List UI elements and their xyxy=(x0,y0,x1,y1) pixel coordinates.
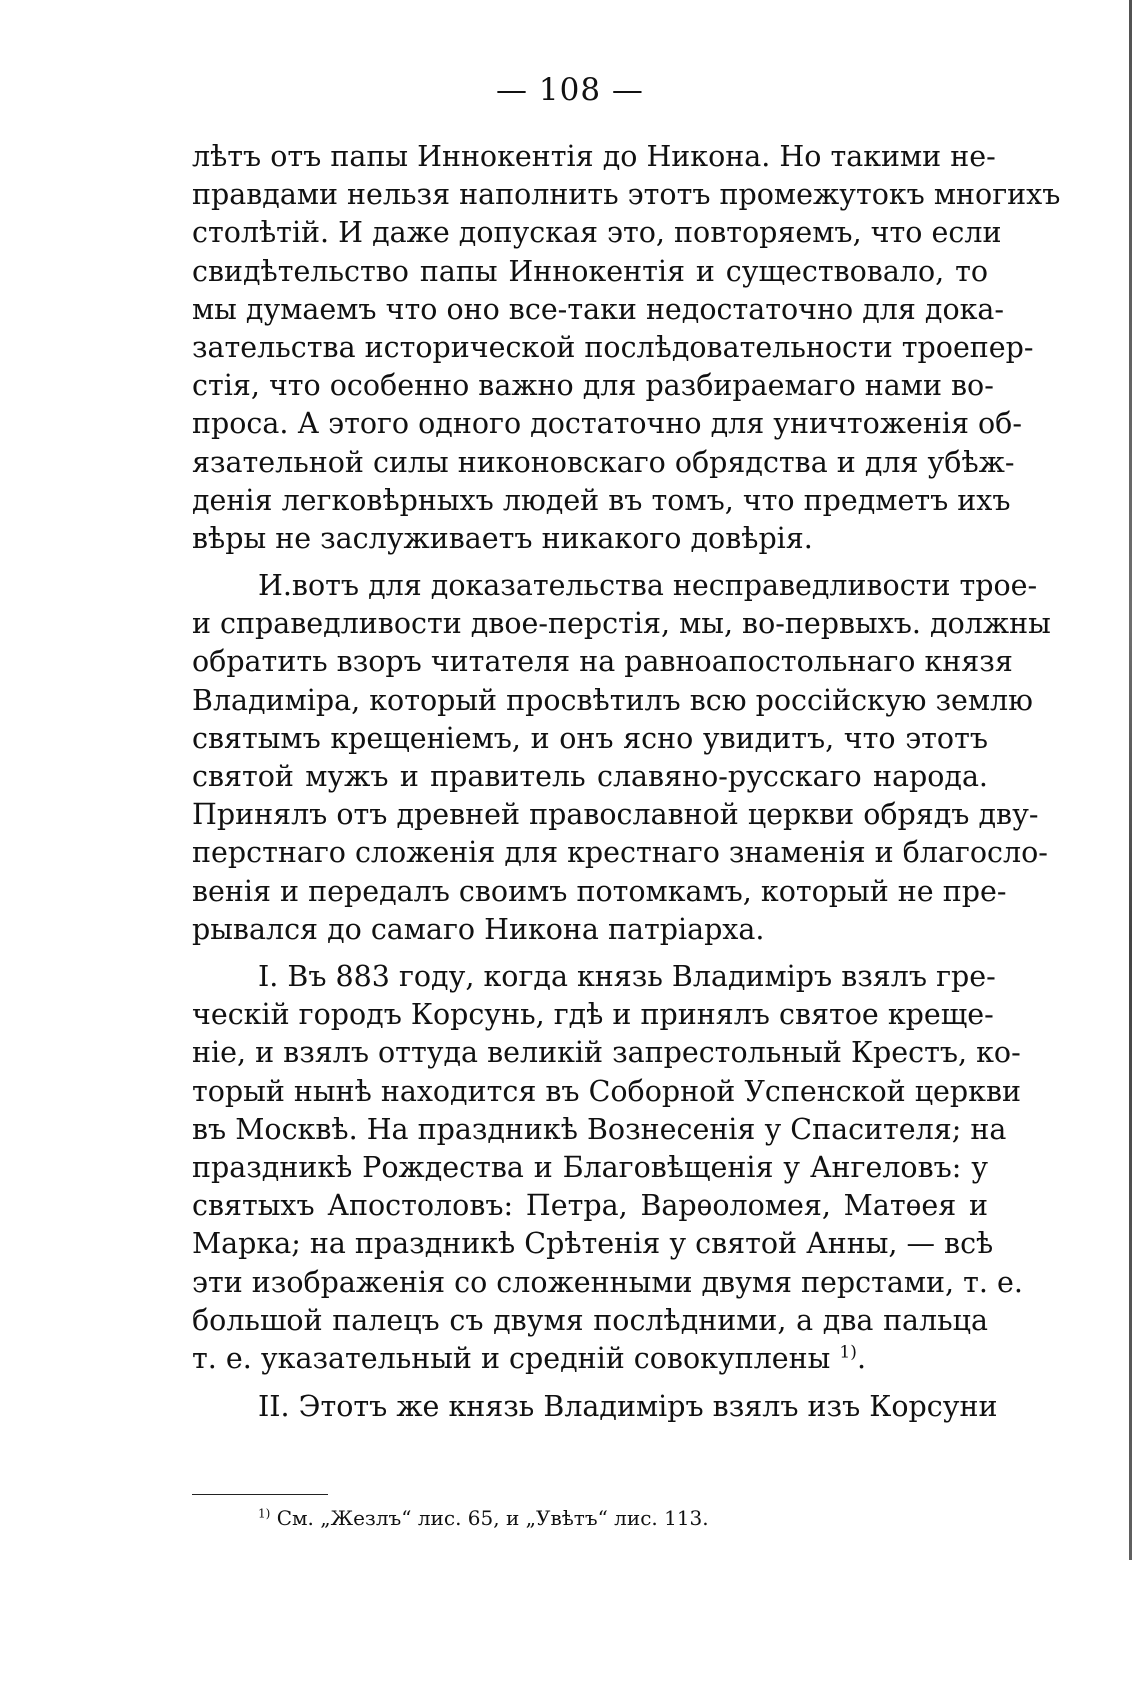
text-line: И.вотъ для доказательства несправедливости трое- xyxy=(258,569,1038,602)
text-line: ніе, и взялъ оттуда великій запрестольный Крестъ, ко- xyxy=(192,1036,1021,1070)
text-line: вѣры не заслуживаетъ никакого довѣрія. xyxy=(192,521,813,555)
text-line: I. Въ 883 году, когда князь Владиміръ взялъ гре- xyxy=(258,960,996,993)
text-line: Марка; на праздникѣ Срѣтенія у святой Анны, — всѣ xyxy=(192,1227,994,1261)
text-line: правдами нельзя наполнить этотъ промежутокъ многихъ xyxy=(192,178,1061,212)
paragraph-4 xyxy=(192,1388,998,1426)
paragraph-1 xyxy=(192,138,1061,558)
text-line: праздникѣ Рождества и Благовѣщенія у Ангеловъ: у xyxy=(192,1150,988,1184)
text-line: стія, что особенно важно для разбираемаго нами во- xyxy=(192,369,994,403)
trailing-punctuation: . xyxy=(856,1341,867,1375)
paragraph-2 xyxy=(192,567,1051,949)
text-line: ческій городъ Корсунь, гдѣ и принялъ святое креще- xyxy=(192,998,994,1032)
footnote-divider xyxy=(192,1494,328,1495)
text-line: лѣтъ отъ папы Иннокентія до Никона. Но такими не- xyxy=(192,140,996,173)
text-line: язательной силы никоновскаго обрядства и для убѣж- xyxy=(192,445,1015,479)
text-line: венія и передалъ своимъ потомкамъ, который не пре- xyxy=(192,874,1007,908)
text-line: денія легковѣрныхъ людей въ томъ, что предметъ ихъ xyxy=(192,483,1011,517)
text-line: столѣтій. И даже допуская это, повторяемъ, что если xyxy=(192,216,1002,250)
text-line: мы думаемъ что оно все-таки недостаточно для дока- xyxy=(192,292,1005,326)
text-line: зательства исторической послѣдовательности троепер- xyxy=(192,330,1034,364)
text-line: перстнаго сложенія для крестнаго знаменія и благосло- xyxy=(192,836,1048,870)
text-line-with-footnote xyxy=(192,1340,988,1378)
footnote-text: См. „Жезлъ“ лис. 65, и „Увѣтъ“ лис. 113. xyxy=(276,1506,709,1530)
text-line-content: т. е. указательный и средній совокуплены xyxy=(192,1341,831,1375)
text-line: II. Этотъ же князь Владиміръ взялъ изъ Корсуни xyxy=(258,1390,998,1423)
text-line: Владиміра, который просвѣтилъ всю россійскую землю xyxy=(192,683,1033,717)
text-line: обратить взоръ читателя на равноапостольнаго князя xyxy=(192,645,1013,679)
text-line: свидѣтельство папы Иннокентія и существовало, то xyxy=(192,254,988,288)
text-line: въ Москвѣ. На праздникѣ Вознесенія у Спасителя; на xyxy=(192,1112,1007,1146)
text-line: торый нынѣ находится въ Соборной Успенской церкви xyxy=(192,1074,1022,1108)
scan-edge-line xyxy=(1129,0,1132,1560)
text-line: Принялъ отъ древней православной церкви обрядъ дву- xyxy=(192,798,1039,832)
text-line: и справедливости двое-перстія, мы, во-первыхъ. должны xyxy=(192,607,1051,641)
text-line: большой палецъ съ двумя послѣдними, а два пальца xyxy=(192,1303,988,1337)
text-line: эти изображенія со сложенными двумя перстами, т. е. xyxy=(192,1265,1023,1299)
footnote-marker: 1) xyxy=(258,1506,271,1521)
footnote-reference: 1) xyxy=(839,1342,857,1363)
text-line: святымъ крещеніемъ, и онъ ясно увидитъ, что этотъ xyxy=(192,721,988,755)
footnote xyxy=(258,1505,709,1531)
text-line: проса. А этого одного достаточно для уничтоженія об- xyxy=(192,407,1022,441)
text-line: рывался до самаго Никона патріарха. xyxy=(192,912,765,946)
paragraph-3 xyxy=(192,958,1023,1378)
page-number: — 108 — xyxy=(496,72,644,108)
text-line: святой мужъ и правитель славяно-русскаго народа. xyxy=(192,759,988,793)
text-line: святыхъ Апостоловъ: Петра, Варѳоломея, Матѳея и xyxy=(192,1189,988,1223)
